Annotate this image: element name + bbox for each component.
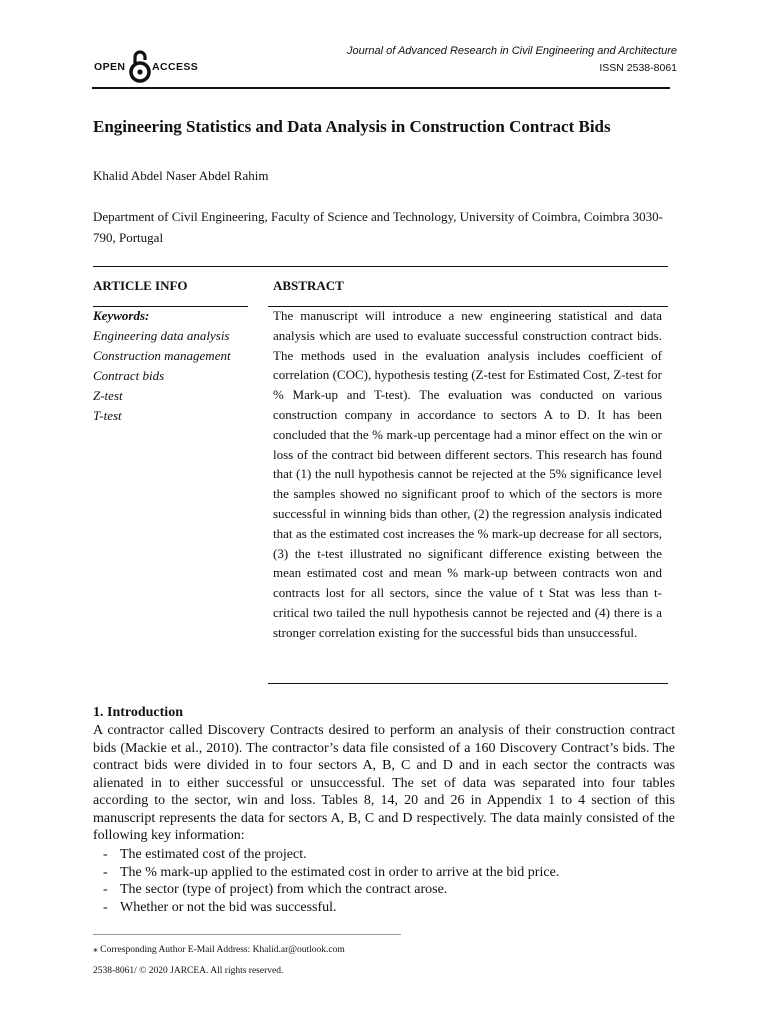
keyword-item: Construction management: [93, 348, 231, 363]
logo-access-text: ACCESS: [152, 61, 199, 73]
abstract-heading: ABSTRACT: [273, 278, 344, 293]
affiliation: Department of Civil Engineering, Faculty of Science and Technology, University of Coimbra, Coimbra 3030-790, Portugal: [93, 209, 663, 245]
list-item: - The % mark-up applied to the estimated cost in order to arrive at the bid price.: [103, 864, 559, 882]
list-item: - Whether or not the bid was successful.: [103, 899, 559, 917]
list-item: - The estimated cost of the project.: [103, 846, 559, 864]
list-item: - The sector (type of project) from which the contract arose.: [103, 881, 559, 899]
header-rule: [92, 87, 670, 89]
logo-open-text: OPEN: [94, 61, 126, 73]
paper-title: Engineering Statistics and Data Analysis in Construction Contract Bids: [93, 117, 611, 136]
keyword-item: Contract bids: [93, 368, 165, 383]
copyright-notice: 2538-8061/ © 2020 JARCEA. All rights reserved.: [93, 966, 284, 976]
journal-name: Journal of Advanced Research in Civil Engineering and Architecture: [347, 45, 677, 57]
journal-issn: ISSN 2538-8061: [599, 62, 677, 74]
corresponding-author-footnote: ⁎ Corresponding Author E-Mail Address: Khalid.ar@outlook.com: [93, 945, 345, 955]
info-top-rule: [93, 266, 668, 267]
footnote-rule: [93, 934, 401, 935]
author-name: Khalid Abdel Naser Abdel Rahim: [93, 168, 269, 183]
introduction-heading: 1. Introduction: [93, 705, 183, 720]
abstract-bottom-rule: [268, 683, 668, 684]
abstract-text: The manuscript will introduce a new engineering statistical and data analysis which are used to evaluate successful construction contract bids. The methods used in the evaluation analysis includes coefficient of correlation (COC), hypothesis testing (Z-test for Estimated Cost, Z-test for % Mark-up and T-test). The evaluation was conducted on various construction company in accordance to sectors A to D. It has been concluded that the % mark-up percentage had a minor effect on the win or loss of the contract bid between different sectors. This research has found that (1) the null hypothesis cannot be rejected at the 5% significance level the samples showed no significant proof to which of the sectors is more successful in winning bids than other, (2) the regression analysis indicated that as the estimated cost increases the % mark-up decrease for all sectors, (3) the t-test illustrated no significant difference existing between the mean estimated cost and mean % mark-up between contracts won and contracts lost for all sectors, since the value of t Stat was less than t-critical two tailed the null hypothesis cannot be rejected and (4) there is a stronger correlation existing for the successful bids than unsuccessful.: [273, 308, 662, 640]
keywords-list: [93, 326, 231, 426]
keywords-label: Keywords:: [93, 308, 150, 323]
introduction-text: A contractor called Discovery Contracts desired to perform an analysis of their construction contract bids (Mackie et al., 2010). The contractor’s data file consisted of a 160 Discovery Contract’s bids. The contract bids were divided in to four sectors A, B, C and D and in each sector the contracts was alienated in to either successful or unsuccessful. The set of data was separated into four tables according to the sector, win and loss. Tables 8, 14, 20 and 26 in Appendix 1 to 4 section of this manuscript represents the data for sectors A, B, C and D respectively. The data mainly consisted of the following key information:: [93, 723, 675, 843]
keyword-item: Z-test: [93, 388, 123, 403]
key-information-list: [103, 846, 559, 916]
keyword-item: T-test: [93, 408, 122, 423]
keyword-item: Engineering data analysis: [93, 328, 230, 343]
open-access-logo: [94, 44, 199, 84]
open-lock-icon: [128, 48, 152, 84]
article-info-heading: ARTICLE INFO: [93, 278, 188, 293]
info-heading-rule: [93, 306, 248, 307]
